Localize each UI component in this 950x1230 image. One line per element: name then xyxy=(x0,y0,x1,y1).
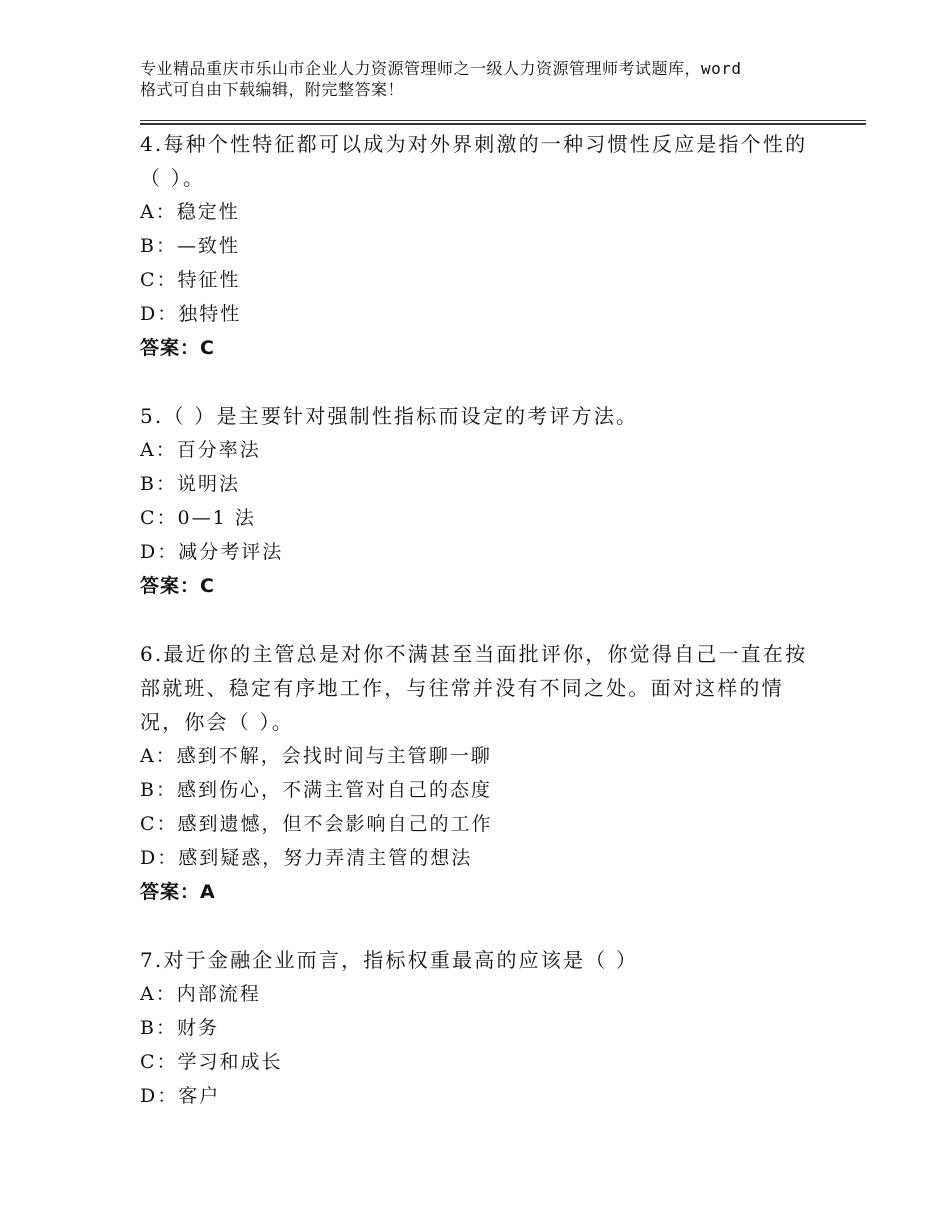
option-d: D：感到疑惑，努力弄清主管的想法 xyxy=(140,847,473,869)
option-d: D：客户 xyxy=(140,1085,221,1107)
question-list xyxy=(140,127,820,1113)
header-line-2: 格式可自由下载编辑，附完整答案！ xyxy=(140,80,405,99)
answer: 答案：A xyxy=(140,881,216,903)
question-7 xyxy=(140,943,820,1113)
spacer xyxy=(140,603,820,637)
question-stem-line: 5.（ ）是主要针对强制性指标而设定的考评方法。 xyxy=(140,404,639,428)
option-c: C：0—1 法 xyxy=(140,507,256,529)
option-d: D：独特性 xyxy=(140,303,242,325)
option-b: B：感到伤心，不满主管对自己的态度 xyxy=(140,779,492,801)
option-c: C：学习和成长 xyxy=(140,1051,283,1073)
option-a: A：内部流程 xyxy=(140,983,261,1005)
header-divider xyxy=(140,120,866,125)
document-header xyxy=(140,58,840,100)
question-stem-line: 4.每种个性特征都可以成为对外界刺激的一种习惯性反应是指个性的 xyxy=(140,132,808,156)
question-stem-line: （ ）。 xyxy=(140,166,206,190)
option-a: A：感到不解，会找时间与主管聊一聊 xyxy=(140,745,492,767)
question-6 xyxy=(140,637,820,909)
option-b: B：说明法 xyxy=(140,473,240,495)
question-stem-line: 6.最近你的主管总是对你不满甚至当面批评你，你觉得自己一直在按 xyxy=(140,642,808,666)
option-a: A：百分率法 xyxy=(140,439,261,461)
option-b: B：—致性 xyxy=(140,235,240,257)
option-c: C：感到遗憾，但不会影响自己的工作 xyxy=(140,813,493,835)
question-stem-line: 部就班、稳定有序地工作，与往常并没有不同之处。面对这样的情 xyxy=(140,676,784,700)
spacer xyxy=(140,909,820,943)
question-stem-line: 7.对于金融企业而言，指标权重最高的应该是（ ） xyxy=(140,948,639,972)
option-d: D：减分考评法 xyxy=(140,541,284,563)
option-c: C：特征性 xyxy=(140,269,241,291)
spacer xyxy=(140,365,820,399)
header-line-1: 专业精品重庆市乐山市企业人力资源管理师之一级人力资源管理师考试题库，word xyxy=(140,59,742,78)
option-a: A：稳定性 xyxy=(140,201,240,223)
option-b: B：财务 xyxy=(140,1017,219,1039)
question-stem-line: 况，你会（ ）。 xyxy=(140,710,294,734)
answer: 答案：C xyxy=(140,337,215,359)
question-4 xyxy=(140,127,820,365)
question-5 xyxy=(140,399,820,603)
answer: 答案：C xyxy=(140,575,215,597)
